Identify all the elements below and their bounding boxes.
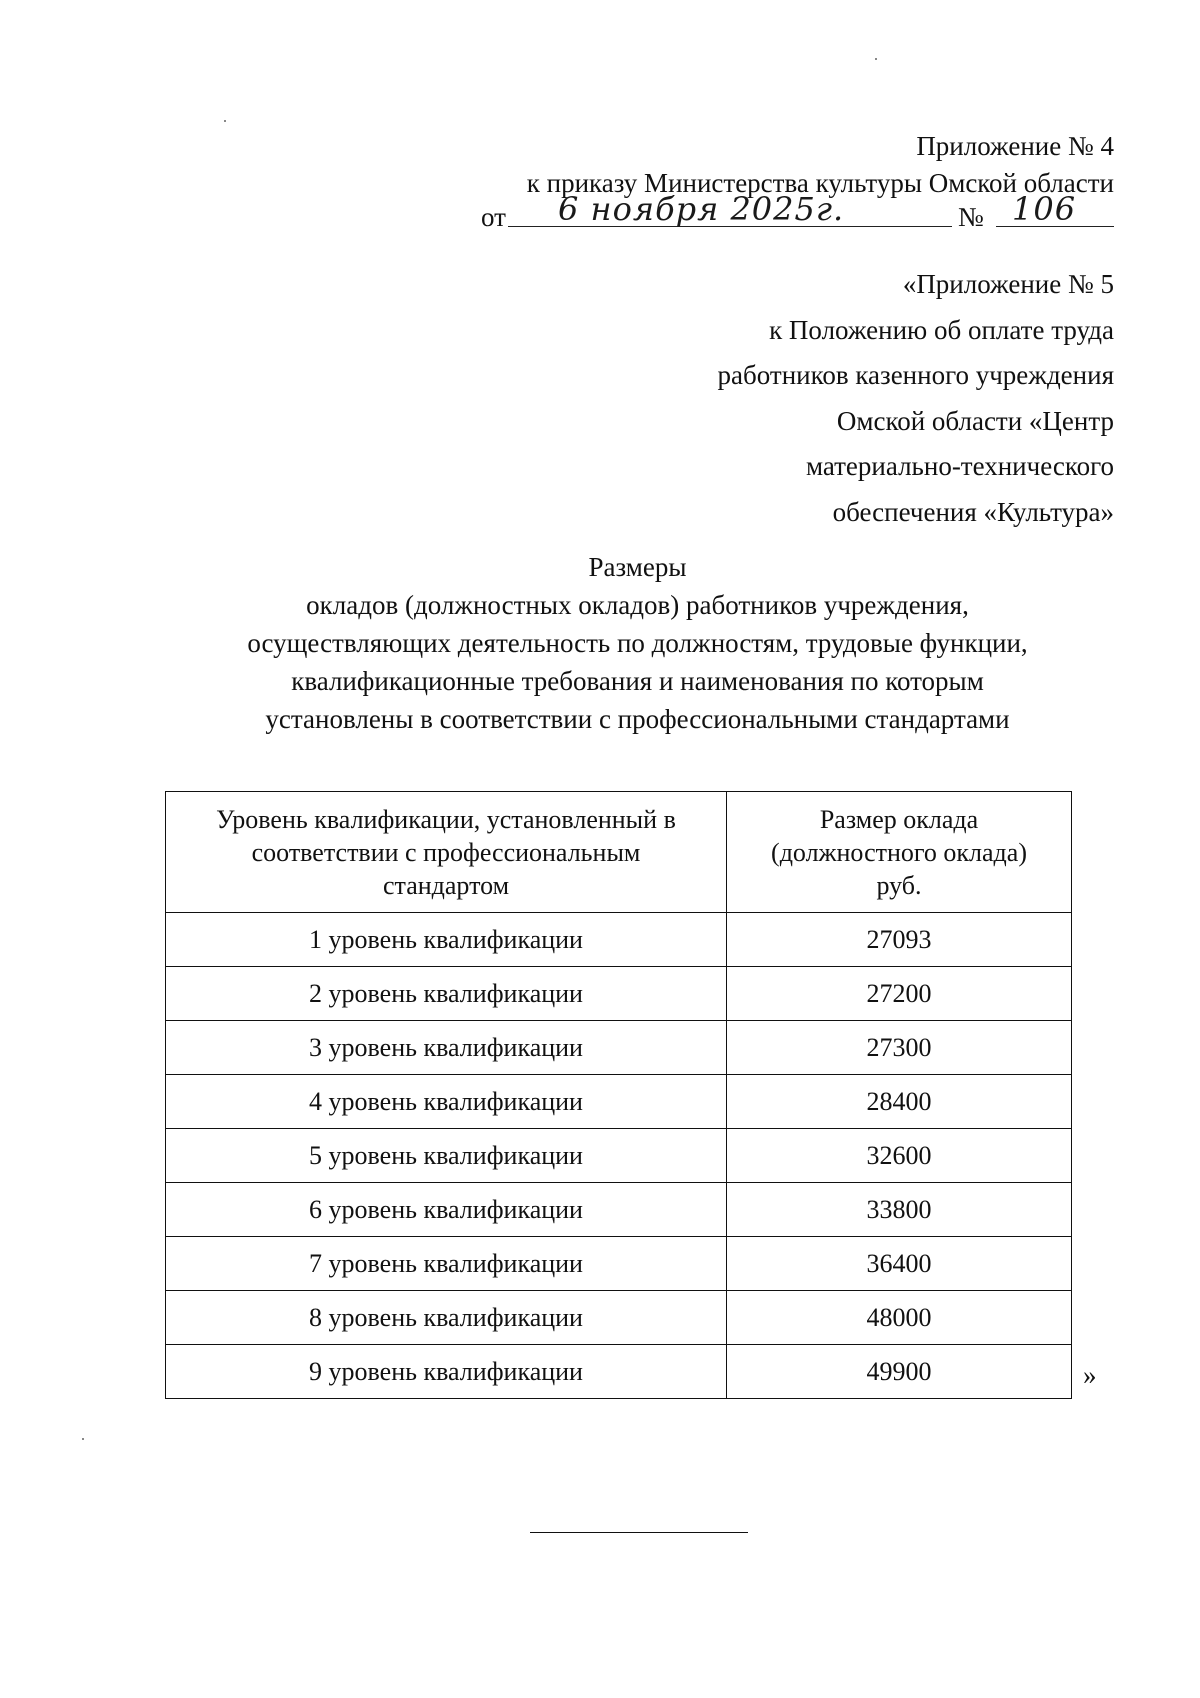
title-line: осуществляющих деятельность по должностям, трудовые функции, [247, 628, 1028, 658]
salary-cell: 27300 [727, 1021, 1072, 1075]
salary-table [165, 791, 1072, 1399]
table-row [166, 1183, 1072, 1237]
table-row [166, 1345, 1072, 1399]
title-line: Размеры [588, 552, 687, 582]
handwritten-date: 6 ноября 2025г. [558, 190, 845, 228]
table-row [166, 913, 1072, 967]
table-row [166, 1129, 1072, 1183]
header-text-line: руб. [876, 870, 922, 900]
scan-speck [82, 1438, 84, 1440]
qualification-level-cell: 1 уровень квалификации [166, 913, 727, 967]
table-row [166, 1291, 1072, 1345]
handwritten-number: 106 [1012, 190, 1077, 228]
order-reference: к приказу Министерства культуры Омской области [526, 168, 1114, 198]
header-salary [727, 792, 1072, 913]
scan-speck [224, 120, 226, 122]
regulation-appendix-header [718, 262, 1114, 535]
regulation-line: «Приложение № 5 [902, 269, 1114, 299]
salary-cell: 49900 [727, 1345, 1072, 1399]
salary-cell: 27200 [727, 967, 1072, 1021]
salary-cell: 27093 [727, 913, 1072, 967]
number-label: № [958, 202, 984, 232]
salary-cell: 33800 [727, 1183, 1072, 1237]
qualification-level-cell: 7 уровень квалификации [166, 1237, 727, 1291]
scan-speck [875, 58, 877, 60]
salary-cell: 32600 [727, 1129, 1072, 1183]
title-line: установлены в соответствии с профессиональными стандартами [265, 704, 1010, 734]
salary-cell: 48000 [727, 1291, 1072, 1345]
end-divider [530, 1532, 748, 1533]
table-row [166, 967, 1072, 1021]
appendix-number: Приложение № 4 [916, 131, 1114, 161]
regulation-line: работников казенного учреждения [717, 360, 1114, 390]
header-text-line: Размер оклада [819, 804, 979, 834]
closing-quote: » [1083, 1360, 1097, 1390]
qualification-level-cell: 9 уровень квалификации [166, 1345, 727, 1399]
qualification-level-cell: 8 уровень квалификации [166, 1291, 727, 1345]
salary-cell: 36400 [727, 1237, 1072, 1291]
table-header-row [166, 792, 1072, 913]
header-text-line: стандартом [382, 870, 510, 900]
table-row [166, 1237, 1072, 1291]
document-title [0, 548, 1200, 738]
title-line: квалификационные требования и наименования по которым [291, 666, 984, 696]
salary-cell: 28400 [727, 1075, 1072, 1129]
qualification-level-cell: 3 уровень квалификации [166, 1021, 727, 1075]
qualification-level-cell: 4 уровень квалификации [166, 1075, 727, 1129]
title-line: окладов (должностных окладов) работников учреждения, [306, 590, 969, 620]
header-text-line: Уровень квалификации, установленный в [216, 804, 676, 834]
table-row [166, 1021, 1072, 1075]
table-row [166, 1075, 1072, 1129]
header-text-line: соответствии с профессиональным [251, 837, 641, 867]
qualification-level-cell: 5 уровень квалификации [166, 1129, 727, 1183]
header-text-line: (должностного оклада) [771, 837, 1027, 867]
qualification-level-cell: 2 уровень квалификации [166, 967, 727, 1021]
qualification-level-cell: 6 уровень квалификации [166, 1183, 727, 1237]
regulation-line: материально-технического [805, 451, 1114, 481]
regulation-line: Омской области «Центр [836, 405, 1114, 436]
regulation-line: обеспечения «Культура» [832, 496, 1114, 527]
header-qualification-level [166, 792, 727, 913]
from-label: от [481, 202, 506, 232]
regulation-line: к Положению об оплате труда [769, 314, 1114, 345]
